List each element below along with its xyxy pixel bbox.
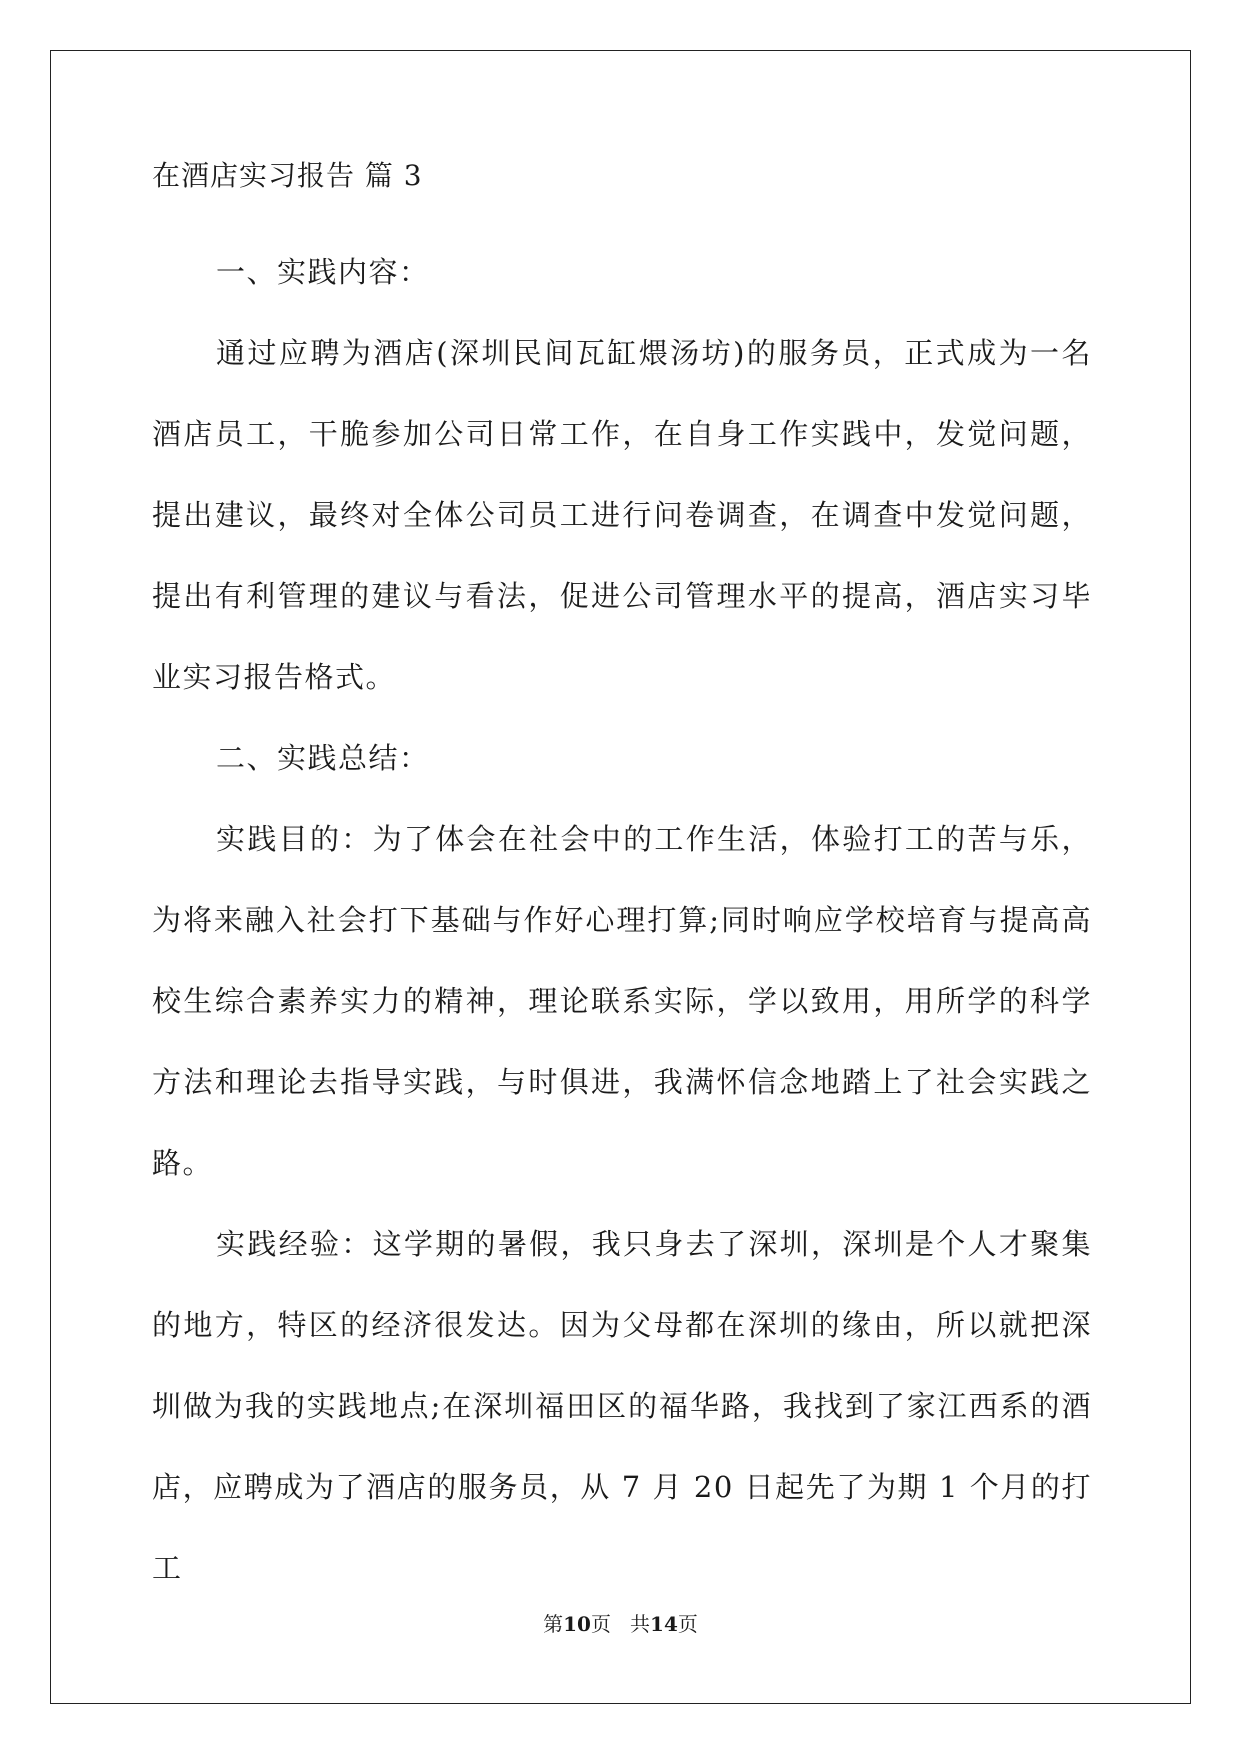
paragraph-practice-experience: 实践经验：这学期的暑假，我只身去了深圳，深圳是个人才聚集的地方，特区的经济很发达。因为父母都在深圳的缘由，所以就把深圳做为我的实践地点;在深圳福田区的福华路，我找到了家江西系的酒店，应聘成为了酒店的服务员，从 7 月 20 日起先了为期 1 个月的打工 (152, 1227, 1092, 1585)
footer-suffix: 页 (677, 1612, 698, 1636)
page-footer (0, 1612, 1241, 1636)
paragraph-practice-purpose: 实践目的：为了体会在社会中的工作生活，体验打工的苦与乐，为将来融入社会打下基础与作好心理打算;同时响应学校培育与提高高校生综合素养实力的精神，理论联系实际，学以致用，用所学的科学方法和理论去指导实践，与时俱进，我满怀信念地踏上了社会实践之路。 (152, 822, 1092, 1180)
paragraph-section-1-heading: 一、实践内容： (216, 255, 430, 289)
paragraph-section-2-heading: 二、实践总结： (216, 741, 430, 775)
paragraph-practice-content: 通过应聘为酒店(深圳民间瓦缸煨汤坊)的服务员，正式成为一名酒店员工，干脆参加公司日常工作，在自身工作实践中，发觉问题，提出建议，最终对全体公司员工进行问卷调查，在调查中发觉问题，提出有利管理的建议与看法，促进公司管理水平的提高，酒店实习毕业实习报告格式。 (152, 336, 1092, 694)
footer-total-pages: 14 (650, 1612, 678, 1636)
footer-prefix: 第 (543, 1612, 564, 1636)
document-title: 在酒店实习报告 篇 3 (152, 159, 423, 192)
document-body (152, 160, 1092, 1609)
footer-current-page: 10 (563, 1612, 591, 1636)
footer-middle: 页 共 (590, 1612, 651, 1636)
